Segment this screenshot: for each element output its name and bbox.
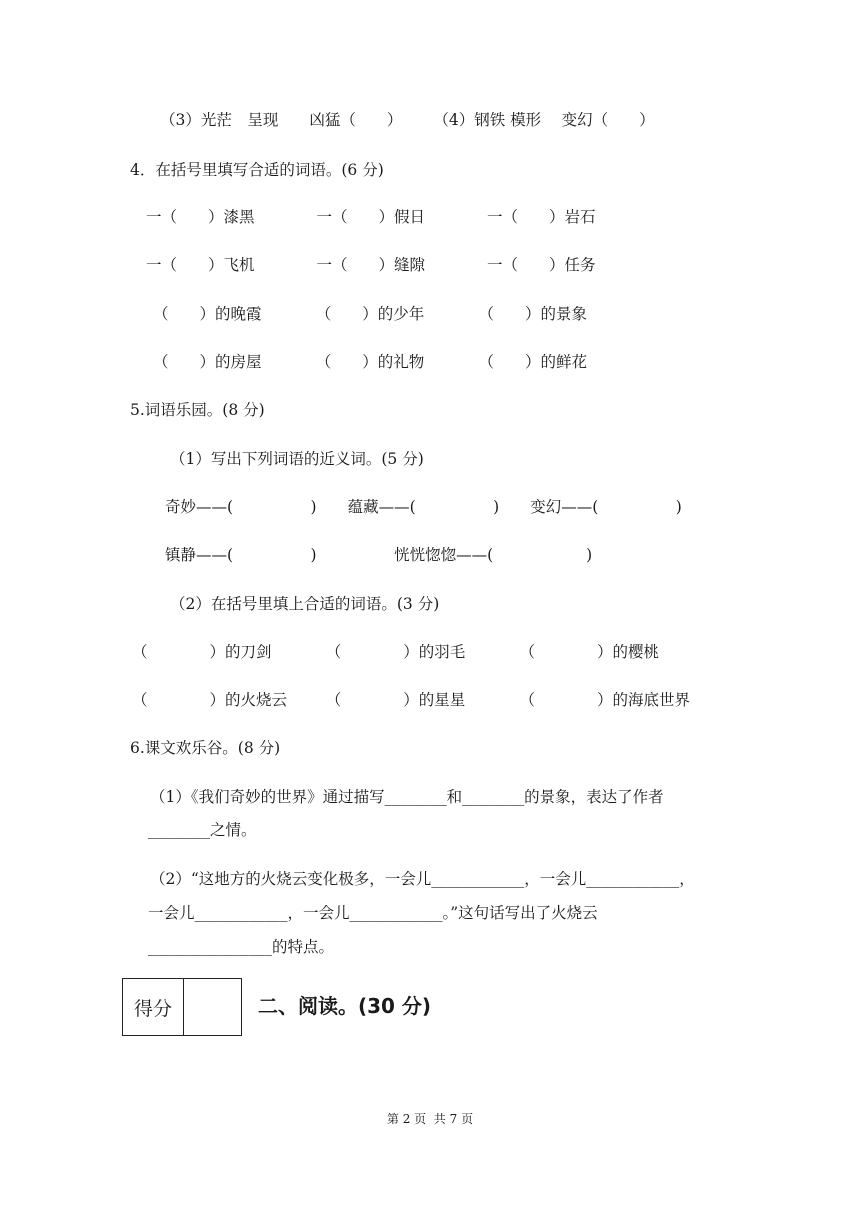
q6-title: 6.课文欢乐谷。(8 分) — [130, 739, 281, 757]
q4-row: 一（ ）飞机 一（ ）缝隙 一（ ）任务 — [146, 256, 596, 274]
q6-part2-line: ________________的特点。 — [148, 938, 335, 956]
q6-part1-line: ________之情。 — [148, 821, 257, 839]
section-title: 二、阅读。(30 分) — [258, 994, 432, 1018]
score-box — [122, 978, 242, 1036]
q6-part1-line: （1）《我们奇妙的世界》通过描写________和________的景象，表达了作者 — [150, 788, 664, 806]
q4-row: （ ）的晚霞 （ ）的少年 （ ）的景象 — [153, 305, 588, 323]
q4-row: （ ）的房屋 （ ）的礼物 （ ）的鲜花 — [153, 353, 588, 371]
q4-title: 4．在括号里填写合适的词语。(6 分) — [130, 161, 384, 179]
q5-sub1-row: 奇妙——( ) 蕴藏——( ) 变幻——( ) — [165, 498, 682, 516]
q6-part2-line: （2）“这地方的火烧云变化极多，一会儿____________，一会儿____________， — [150, 870, 695, 888]
q5-sub1-title: （1）写出下列词语的近义词。(5 分) — [170, 450, 424, 468]
score-value-cell[interactable] — [184, 979, 241, 1035]
page-footer: 第 2 页 共 7 页 — [386, 1112, 474, 1126]
q3-options-line: （3）光茫 呈现 凶猛（ ） （4）钢铁 模形 变幻（ ） — [160, 111, 655, 129]
q5-sub1-row: 镇静——( ) 恍恍惚惚——( ) — [165, 546, 593, 564]
q5-sub2-title: （2）在括号里填上合适的词语。(3 分) — [170, 595, 440, 613]
q5-sub2-row: （ ）的火烧云 （ ）的星星 （ ）的海底世界 — [132, 691, 691, 709]
q4-row: 一（ ）漆黑 一（ ）假日 一（ ）岩石 — [146, 208, 596, 226]
q6-part2-line: 一会儿____________，一会儿____________。”这句话写出了火烧云 — [148, 904, 598, 922]
q5-title: 5.词语乐园。(8 分) — [130, 401, 265, 419]
q5-sub2-row: （ ）的刀剑 （ ）的羽毛 （ ）的樱桃 — [132, 643, 660, 661]
score-label: 得分 — [123, 979, 184, 1035]
